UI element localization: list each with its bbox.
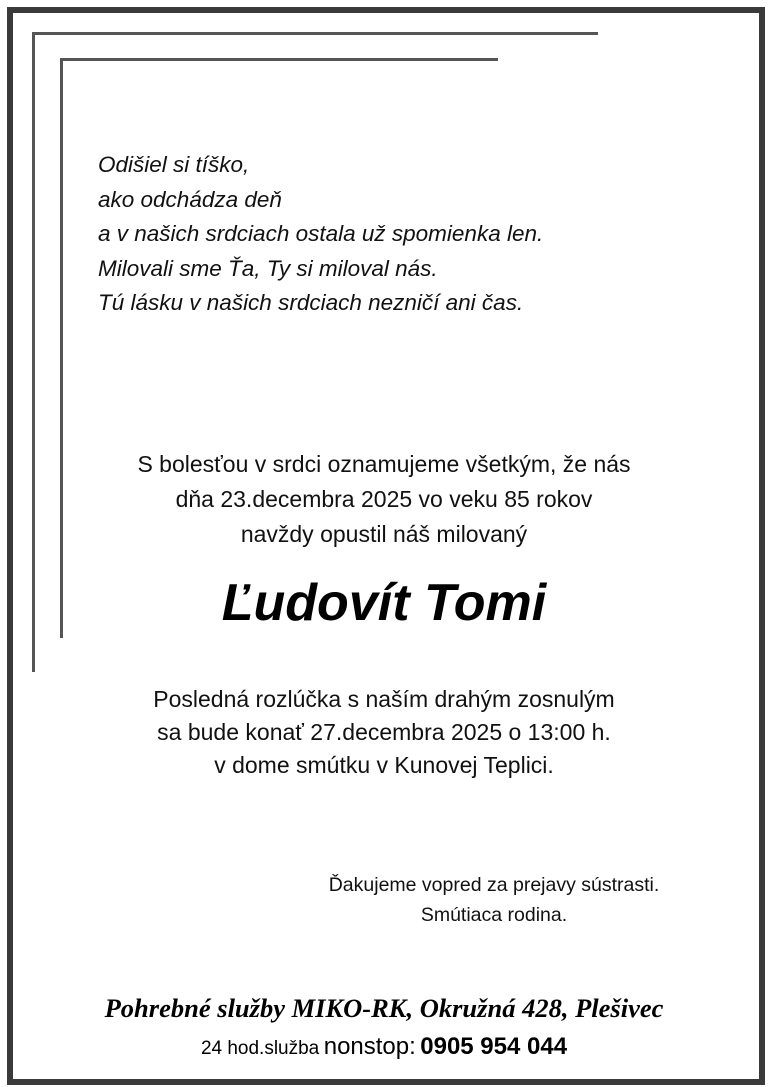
- funeral-line: Posledná rozlúčka s naším drahým zosnulým: [153, 686, 615, 712]
- poem-line: Odišiel si tíško,: [98, 152, 250, 177]
- funeral-details: [0, 683, 768, 782]
- funeral-line: sa bude konať 27.decembra 2025 o 13:00 h.: [157, 719, 611, 745]
- announcement-line: navždy opustil náš milovaný: [240, 521, 528, 547]
- phone-number: 0905 954 044: [420, 1033, 568, 1060]
- service-phone-line: [0, 1030, 768, 1067]
- poem-line: a v našich srdciach ostala už spomienka len.: [98, 221, 544, 246]
- poem-line: Milovali sme Ťa, Ty si miloval nás.: [98, 255, 438, 281]
- funeral-service-company: Pohrebné služby MIKO-RK, Okružná 428, Plešivec: [104, 993, 664, 1023]
- thanks-note: [260, 870, 728, 930]
- decorative-line: [60, 58, 498, 61]
- family-signature: Smútiaca rodina.: [420, 904, 568, 926]
- service-hours: 24 hod.služba: [200, 1038, 320, 1059]
- poem-line: Tú lásku v našich srdciach nezničí ani čas.: [98, 290, 524, 315]
- funeral-line: v dome smútku v Kunovej Teplici.: [214, 752, 554, 778]
- announcement-line: dňa 23.decembra 2025 vo veku 85 rokov: [175, 486, 593, 512]
- poem-line: ako odchádza deň: [98, 186, 282, 212]
- decorative-line: [32, 32, 598, 35]
- announcement-line: S bolesťou v srdci oznamujeme všetkým, že nás: [137, 451, 631, 477]
- death-announcement: [0, 447, 768, 552]
- nonstop-label: nonstop:: [323, 1033, 416, 1060]
- poem-verse: [98, 148, 543, 321]
- thanks-line: Ďakujeme vopred za prejavy sústrasti.: [328, 874, 660, 896]
- deceased-name: Ľudovít Tomi: [221, 574, 547, 632]
